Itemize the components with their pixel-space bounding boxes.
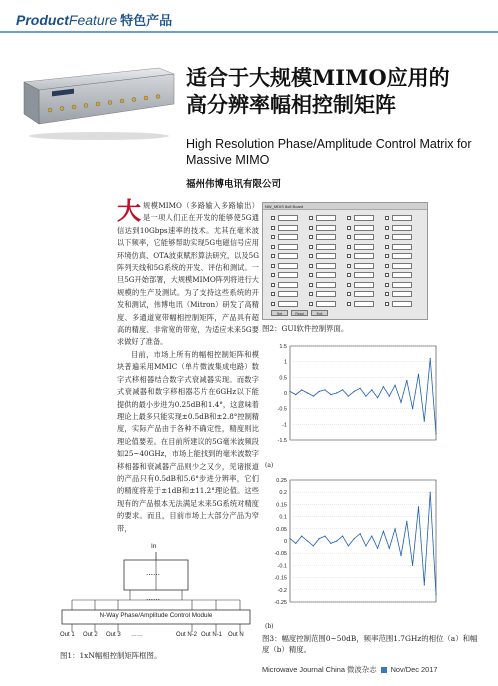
gui-value-field[interactable] <box>316 234 336 240</box>
y-tick-label: 0 <box>283 391 287 397</box>
y-tick-label: -0.2 <box>277 587 287 594</box>
header-product: Product <box>16 12 69 28</box>
data-point <box>319 391 320 392</box>
data-point <box>319 538 320 539</box>
data-point <box>330 394 331 395</box>
gui-checkbox[interactable] <box>271 283 275 287</box>
data-point <box>295 543 296 544</box>
y-tick-label: 1.5 <box>279 344 287 350</box>
gui-checkbox[interactable] <box>347 302 351 306</box>
data-point <box>400 555 401 556</box>
section-header <box>16 10 172 29</box>
data-point <box>313 545 314 546</box>
gui-value-field[interactable] <box>278 263 298 269</box>
gui-checkbox[interactable] <box>271 292 275 296</box>
gui-checkbox[interactable] <box>385 226 389 230</box>
gui-value-field[interactable] <box>316 291 336 297</box>
data-point <box>324 389 325 390</box>
gui-checkbox[interactable] <box>385 245 389 249</box>
gui-button[interactable]: Set <box>271 310 288 316</box>
gui-checkbox[interactable] <box>309 235 313 239</box>
y-tick-label: -1 <box>282 422 287 429</box>
gui-value-field[interactable] <box>354 291 374 297</box>
data-point <box>324 536 325 537</box>
gui-value-field[interactable] <box>392 253 412 259</box>
gui-value-field[interactable] <box>316 225 336 231</box>
fig1-out-n: Out N <box>228 632 244 638</box>
data-point <box>424 421 425 422</box>
panel-b-label: (b) <box>265 623 274 630</box>
gui-value-field[interactable] <box>354 244 374 250</box>
drop-cap: 大 <box>117 196 141 225</box>
data-point <box>307 540 308 541</box>
gui-value-field[interactable] <box>278 234 298 240</box>
y-tick-label: -0.15 <box>274 575 287 582</box>
gui-checkbox[interactable] <box>347 245 351 249</box>
gui-value-field[interactable] <box>392 301 412 307</box>
gui-checkbox[interactable] <box>271 226 275 230</box>
data-point <box>395 385 396 386</box>
data-point <box>348 396 349 397</box>
data-point <box>406 521 407 522</box>
fig1-out-n-2: Out N-2 <box>176 632 198 638</box>
body-column <box>117 196 259 535</box>
data-point <box>301 536 302 537</box>
data-point <box>435 433 436 434</box>
gui-button[interactable]: Exit <box>311 310 328 316</box>
data-point <box>336 540 337 541</box>
fig1-ellipsis-top: …… <box>146 569 160 577</box>
gui-checkbox[interactable] <box>385 235 389 239</box>
data-point <box>371 536 372 537</box>
company-name: 福州伟博电讯有限公司 <box>186 179 282 190</box>
gui-checkbox[interactable] <box>309 264 313 268</box>
fig1-block-diagram <box>58 538 254 646</box>
data-point <box>313 396 314 397</box>
data-point <box>295 394 296 395</box>
gui-checkbox[interactable] <box>347 226 351 230</box>
body-para-1 <box>117 196 259 349</box>
gui-checkbox[interactable] <box>271 254 275 258</box>
gui-checkbox[interactable] <box>271 302 275 306</box>
data-point <box>406 380 407 381</box>
y-tick-label: 1 <box>283 359 287 366</box>
gui-checkbox[interactable] <box>385 264 389 268</box>
gui-checkbox[interactable] <box>347 292 351 296</box>
fig1-module-label: N-Way Phase/Amplitude Control Module <box>99 612 213 619</box>
data-point <box>377 548 378 549</box>
gui-value-field[interactable] <box>354 225 374 231</box>
gui-checkbox[interactable] <box>347 283 351 287</box>
y-tick-label: 0.5 <box>279 375 287 382</box>
fig1-out-1: Out 1 <box>60 632 75 638</box>
gui-value-field[interactable] <box>316 253 336 259</box>
fig1-caption: 图1：1xN幅相控制矩阵框图。 <box>60 651 162 660</box>
gui-value-field[interactable] <box>354 263 374 269</box>
data-point <box>430 492 431 493</box>
data-point <box>354 538 355 539</box>
header-cn: 特色产品 <box>120 13 173 28</box>
gui-checkbox[interactable] <box>385 216 389 220</box>
gui-value-field[interactable] <box>354 234 374 240</box>
chart-amplitude-accuracy <box>264 474 442 610</box>
data-point <box>377 397 378 398</box>
gui-value-field[interactable] <box>354 282 374 288</box>
gui-checkbox[interactable] <box>309 216 313 220</box>
data-point <box>424 584 425 585</box>
header-feature: Feature <box>68 12 118 28</box>
gui-checkbox[interactable] <box>309 254 313 258</box>
gui-checkbox[interactable] <box>347 264 351 268</box>
data-point <box>342 536 343 537</box>
gui-value-field[interactable] <box>316 263 336 269</box>
data-point <box>336 392 337 393</box>
y-tick-label: 0.1 <box>279 514 287 521</box>
title-line-1: 适合于大规模MIMO应用的 <box>186 65 450 90</box>
page-footer <box>262 664 437 675</box>
gui-checkbox[interactable] <box>347 254 351 258</box>
y-tick-label: 0.25 <box>276 478 287 484</box>
gui-checkbox[interactable] <box>347 235 351 239</box>
gui-value-field[interactable] <box>316 301 336 307</box>
gui-value-field[interactable] <box>392 215 412 221</box>
gui-value-field[interactable] <box>354 301 374 307</box>
data-point <box>348 545 349 546</box>
article-subtitle: High Resolution Phase/Amplitude Control Matrix for Massive MIMO <box>186 137 472 167</box>
y-tick-label: 0.15 <box>276 502 287 509</box>
gui-checkbox[interactable] <box>385 283 389 287</box>
title-line-2: 高分辨率幅相控制矩阵 <box>186 92 396 117</box>
gui-checkbox[interactable] <box>309 226 313 230</box>
gui-value-field[interactable] <box>392 291 412 297</box>
gui-value-field[interactable] <box>278 225 298 231</box>
data-point <box>301 389 302 390</box>
gui-value-field[interactable] <box>316 282 336 288</box>
gui-checkbox[interactable] <box>271 245 275 249</box>
y-tick-label: 0.05 <box>276 526 287 533</box>
gui-checkbox[interactable] <box>347 273 351 277</box>
y-tick-label: 0 <box>283 539 287 545</box>
gui-titlebar: NW_MDIS 8x8 Board <box>263 203 427 210</box>
y-tick-label: -0.25 <box>274 600 287 606</box>
body-para-1-text: 规模MIMO（多路输入多路输出）是一项人们正在开发的能够使5G通信达到10Gbps速率的技术。尤其在毫米波以下频率，它能够帮助实现5G电磁信号应用环境仿真、OTA波束赋形算法研究，以及5G阵列天线和5G系统的开发、评估和测试。一旦5G开始部署，大规模MIMO阵列将进行大规模的生产及测试。为了支持这些系统的开发和测试，伟博电讯（Mitron）研发了高精度、多通道宽带幅相控制矩阵，产品具有超高的精度、非常宽的带宽，为适应未来5G要求做好了准备。 <box>117 201 259 347</box>
gui-value-field[interactable] <box>316 244 336 250</box>
gui-checkbox[interactable] <box>271 216 275 220</box>
fig1-out-3: Out 3 <box>106 632 121 638</box>
data-point <box>418 374 419 375</box>
gui-checkbox[interactable] <box>271 273 275 277</box>
fig1-out-n-1: Out N-1 <box>201 632 223 638</box>
gui-value-field[interactable] <box>354 272 374 278</box>
gui-checkbox[interactable] <box>271 235 275 239</box>
fig2-caption: 图2：GUI软件控制界面。 <box>262 324 349 333</box>
gui-value-field[interactable] <box>278 291 298 297</box>
fig1-ellipsis-out: …… <box>131 632 143 638</box>
gui-value-field[interactable] <box>392 263 412 269</box>
data-point <box>354 391 355 392</box>
data-point <box>383 531 384 532</box>
gui-value-field[interactable] <box>354 253 374 259</box>
data-point <box>418 506 419 507</box>
gui-checkbox[interactable] <box>385 292 389 296</box>
y-tick-label: -0.5 <box>277 406 287 413</box>
y-tick-label: -0.1 <box>277 563 287 570</box>
product-photo <box>14 62 180 142</box>
footer-journal: Microwave Journal China 微波杂志 <box>262 665 377 674</box>
gui-checkbox[interactable] <box>309 283 313 287</box>
data-point <box>395 528 396 529</box>
data-point <box>289 391 290 392</box>
header-divider <box>0 31 498 33</box>
gui-value-field[interactable] <box>392 225 412 231</box>
body-para-2: 目前，市场上所有的幅相控制矩阵和模块普遍采用MMIC（单片微波集成电路）数字式移相器结合数字式衰减器实现。而数字式衰减器和数字移相器芯片在6GHz以下能提供的最小步进为0.25dB和1.4°，这意味着理论上最多只能实现±0.5dB和±2.8°控制精度，实际产品由于各种不确定性，精度则比理论值要差。在目前所建议的5G毫米波频段如25~40GHz，市场上能找到的毫米波数字移相器和衰减器产品则少之又少，见诸报道的产品只有0.5dB和5.6°步进分辨率，它们的精度将差于±1dB和±11.2°理论值。这些现有的产品根本无法满足未来5G系统对精度的要求。而且，目前市场上大部分产品为窄带， <box>117 349 259 533</box>
gui-checkbox[interactable] <box>309 302 313 306</box>
data-point <box>360 533 361 534</box>
gui-value-field[interactable] <box>278 282 298 288</box>
fig1-ellipsis-mid: …… <box>146 594 160 602</box>
gui-screenshot <box>262 202 428 320</box>
panel-a-label: (a) <box>265 462 274 469</box>
fig1-out-2: Out 2 <box>83 632 98 638</box>
gui-checkbox[interactable] <box>385 302 389 306</box>
gui-value-field[interactable] <box>392 282 412 288</box>
footer-square-icon <box>381 667 387 673</box>
gui-checkbox[interactable] <box>271 264 275 268</box>
data-point <box>412 565 413 566</box>
gui-value-field[interactable] <box>354 215 374 221</box>
data-point <box>430 358 431 359</box>
gui-value-field[interactable] <box>392 272 412 278</box>
data-point <box>435 594 436 595</box>
gui-value-field[interactable] <box>278 301 298 307</box>
data-point <box>342 389 343 390</box>
gui-control-grid <box>263 210 427 318</box>
data-point <box>365 545 366 546</box>
footer-date: Nov/Dec 2017 <box>390 665 438 674</box>
data-point <box>383 386 384 387</box>
gui-button[interactable]: Read <box>291 310 308 316</box>
gui-checkbox[interactable] <box>309 273 313 277</box>
gui-checkbox[interactable] <box>385 254 389 258</box>
y-tick-label: -0.05 <box>274 551 287 558</box>
gui-checkbox[interactable] <box>309 245 313 249</box>
gui-checkbox[interactable] <box>347 216 351 220</box>
y-tick-label: 0.2 <box>279 490 287 497</box>
data-point <box>360 388 361 389</box>
fig1-in-label: In <box>151 543 157 550</box>
gui-value-field[interactable] <box>278 215 298 221</box>
data-point <box>389 548 390 549</box>
data-point <box>400 402 401 403</box>
y-tick-label: -1.5 <box>277 438 287 444</box>
fig3-caption: 图3：幅度控制范围0~50dB，频率范围1.7GHz的相位（a）和幅度（b）精度。 <box>262 634 478 654</box>
data-point <box>307 392 308 393</box>
gui-value-field[interactable] <box>278 253 298 259</box>
data-point <box>365 396 366 397</box>
gui-value-field[interactable] <box>392 244 412 250</box>
gui-checkbox[interactable] <box>385 273 389 277</box>
data-point <box>330 543 331 544</box>
gui-value-field[interactable] <box>316 272 336 278</box>
gui-value-field[interactable] <box>316 215 336 221</box>
data-point <box>412 408 413 409</box>
gui-value-field[interactable] <box>278 244 298 250</box>
article-title <box>186 64 486 118</box>
gui-value-field[interactable] <box>392 234 412 240</box>
data-point <box>371 389 372 390</box>
data-point <box>389 396 390 397</box>
chart-phase-accuracy <box>264 340 442 448</box>
gui-checkbox[interactable] <box>309 292 313 296</box>
data-point <box>289 538 290 539</box>
gui-value-field[interactable] <box>278 272 298 278</box>
